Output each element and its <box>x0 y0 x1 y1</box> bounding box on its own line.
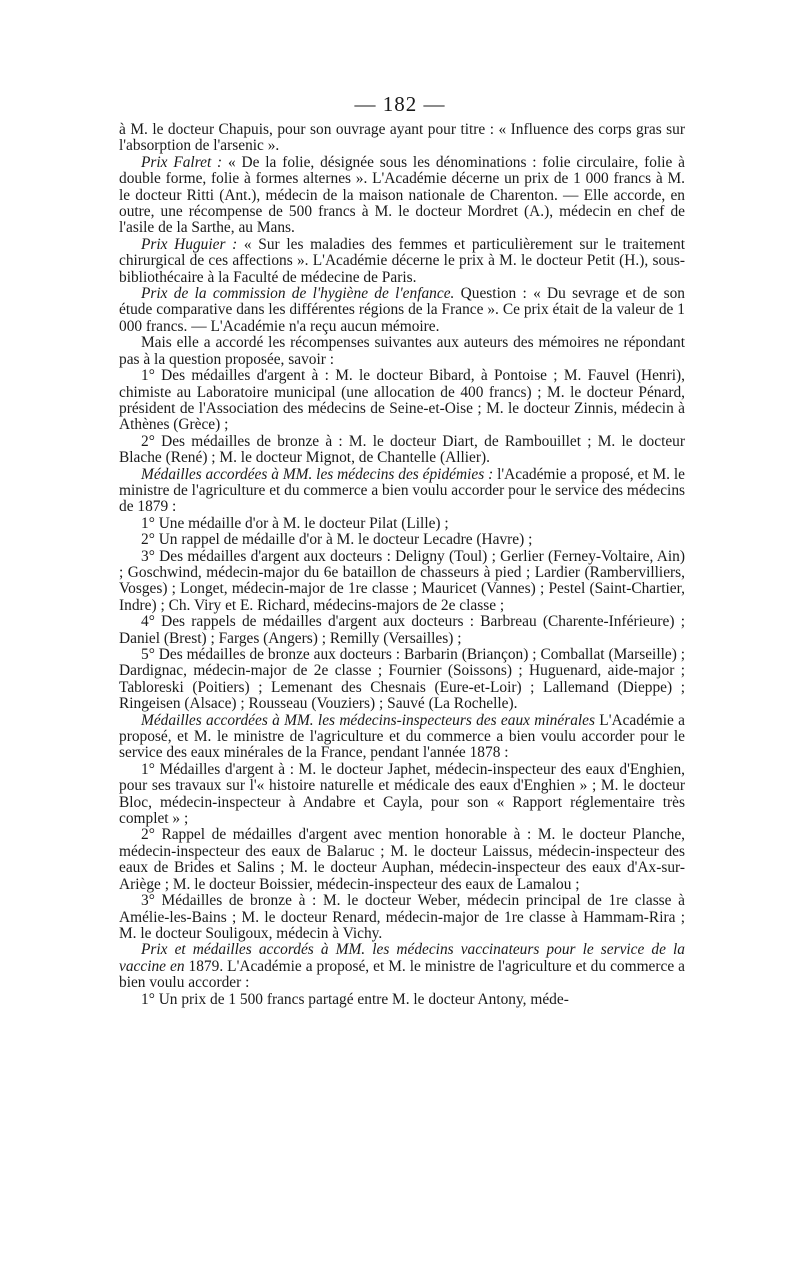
paragraph <box>119 827 685 893</box>
paragraph-text: « Sur les maladies des femmes et particulièrement sur le traitement chirurgical de ces affections ». L'Académie décerne le prix à M. le docteur Petit (H.), sous-bibliothécaire à la Faculté de médecine de Paris. <box>119 235 685 286</box>
paragraph <box>119 516 685 532</box>
paragraph-lead: Prix Falret : <box>141 153 223 171</box>
paragraph-text: Question : « Du sevrage et de son étude comparative dans les différentes régions de la France ». Ce prix était de la valeur de 1 000 francs. — L'Académie n'a reçu aucun mémoire. <box>119 285 685 335</box>
paragraph <box>119 614 685 647</box>
document-body <box>119 122 685 1008</box>
paragraph <box>119 237 685 286</box>
paragraph <box>119 335 685 368</box>
paragraph <box>119 893 685 942</box>
paragraph-text: 2° Rappel de médailles d'argent avec mention honorable à : M. le docteur Planche, médecin-inspecteur des eaux de Balaruc ; M. le docteur Laissus, médecin-inspecteur des eaux de Brides et Salins ; M. le docteur Auphan, médecin-inspecteur des eaux d'Ax-sur-Ariège ; M. le docteur Boissier, médecin-inspecteur des eaux de Lamalou ; <box>119 826 685 893</box>
paragraph <box>119 992 685 1008</box>
paragraph-text: 3° Des médailles d'argent aux docteurs : Deligny (Toul) ; Gerlier (Ferney-Voltaire, Ain) ; Goschwind, médecin-major du 6e bataillon de chasseurs à pied ; Lardier (Rambervilliers, Vosges) ; Longet, médecin-major de 1re classe ; Mauricet (Vannes) ; Pestel (Saint-Chartier, Indre) ; Ch. Viry et E. Richard, médecins-majors de 2e classe ; <box>119 547 685 614</box>
paragraph-text: 4° Des rappels de médailles d'argent aux docteurs : Barbreau (Charente-Inférieure) ; Daniel (Brest) ; Farges (Angers) ; Remilly (Versailles) ; <box>119 613 685 647</box>
paragraph <box>119 713 685 762</box>
paragraph <box>119 368 685 434</box>
paragraph-text: L'Académie a proposé, et M. le ministre de l'agriculture et du commerce a bien voulu accorder pour le service des eaux minérales de la France, pendant l'année 1878 : <box>119 711 685 762</box>
paragraph-lead: Médailles accordées à MM. les médecins des épidémies : <box>141 465 494 483</box>
paragraph <box>119 942 685 991</box>
paragraph <box>119 532 685 548</box>
paragraph-text: 1° Des médailles d'argent à : M. le docteur Bibard, à Pontoise ; M. Fauvel (Henri), chimiste au Laboratoire municipal (une allocation de 400 francs) ; M. le docteur Pénard, président de l'Association des médecins de Seine-et-Oise ; M. le docteur Zinnis, médecin à Athènes (Grèce) ; <box>119 367 685 434</box>
paragraph-lead: Prix Huguier : <box>141 235 238 253</box>
paragraph-text: 1° Un prix de 1 500 francs partagé entre M. le docteur Antony, méde- <box>141 990 569 1008</box>
paragraph-lead: Prix et médailles accordés à MM. les médecins vaccinateurs pour le service de la vaccine en <box>119 941 685 975</box>
paragraph-text: « De la folie, désignée sous les dénominations : folie circulaire, folie à double forme, folie à formes alternes ». L'Académie décerne un prix de 1 000 francs à M. le docteur Ritti (Ant.), médecin de la maison nationale de Charenton. — Elle accorde, en outre, une récompense de 500 francs à M. le docteur Mordret (A.), médecin en chef de l'asile de la Sarthe, au Mans. <box>119 153 686 237</box>
paragraph-text: 5° Des médailles de bronze aux docteurs : Barbarin (Briançon) ; Comballat (Marseille) ; Dardignac, médecin-major de 2e classe ; Fournier (Soissons) ; Huguenard, aide-major ; Tabloreski (Poitiers) ; Lemenant des Chesnais (Eure-et-Loir) ; Lallemand (Dieppe) ; Ringeisen (Alsace) ; Rousseau (Vouziers) ; Sauvé (La Rochelle). <box>119 646 685 713</box>
paragraph <box>119 549 685 615</box>
paragraph-text: à M. le docteur Chapuis, pour son ouvrage ayant pour titre : « Influence des corps gras sur l'absorption de l'arsenic ». <box>119 121 685 155</box>
paragraph <box>119 647 685 713</box>
paragraph <box>119 286 685 335</box>
paragraph-text: 1° Médailles d'argent à : M. le docteur Japhet, médecin-inspecteur des eaux d'Enghien, pour ses travaux sur l'« histoire naturelle et médicale des eaux d'Enghien » ; M. le docteur Bloc, médecin-inspecteur à Andabre et Cayla, pour son « Rapport réglementaire très complet » ; <box>119 760 685 828</box>
paragraph-text: 2° Des médailles de bronze à : M. le docteur Diart, de Rambouillet ; M. le docteur Blache (René) ; M. le docteur Mignot, de Chantelle (Allier). <box>119 432 685 467</box>
paragraph <box>119 155 685 237</box>
paragraph <box>119 434 685 467</box>
paragraph <box>119 762 685 828</box>
paragraph-text: 1° Une médaille d'or à M. le docteur Pilat (Lille) ; <box>141 514 449 532</box>
page-number-header: — 182 — <box>354 92 446 116</box>
paragraph-text: l'Académie a proposé, et M. le ministre de l'agriculture et du commerce a bien voulu accorder pour le service des médecins de 1879 : <box>119 465 686 516</box>
paragraph-text: 1879. L'Académie a proposé, et M. le ministre de l'agriculture et du commerce a bien voulu accorder : <box>119 957 685 992</box>
paragraph-text: 2° Un rappel de médaille d'or à M. le docteur Lecadre (Havre) ; <box>141 531 533 549</box>
paragraph <box>119 122 685 155</box>
paragraph-lead: Médailles accordées à MM. les médecins-inspecteurs des eaux minérales <box>141 711 595 729</box>
paragraph-text: 3° Médailles de bronze à : M. le docteur Weber, médecin principal de 1re classe à Amélie-les-Bains ; M. le docteur Renard, médecin-major de 1re classe à Hammam-Rira ; M. le docteur Souligoux, médecin à Vichy. <box>119 892 685 942</box>
paragraph-lead: Prix de la commission de l'hygiène de l'enfance. <box>141 285 455 303</box>
paragraph <box>119 467 685 516</box>
paragraph-text: Mais elle a accordé les récompenses suivantes aux auteurs des mémoires ne répondant pas à la question proposée, savoir : <box>119 334 685 368</box>
